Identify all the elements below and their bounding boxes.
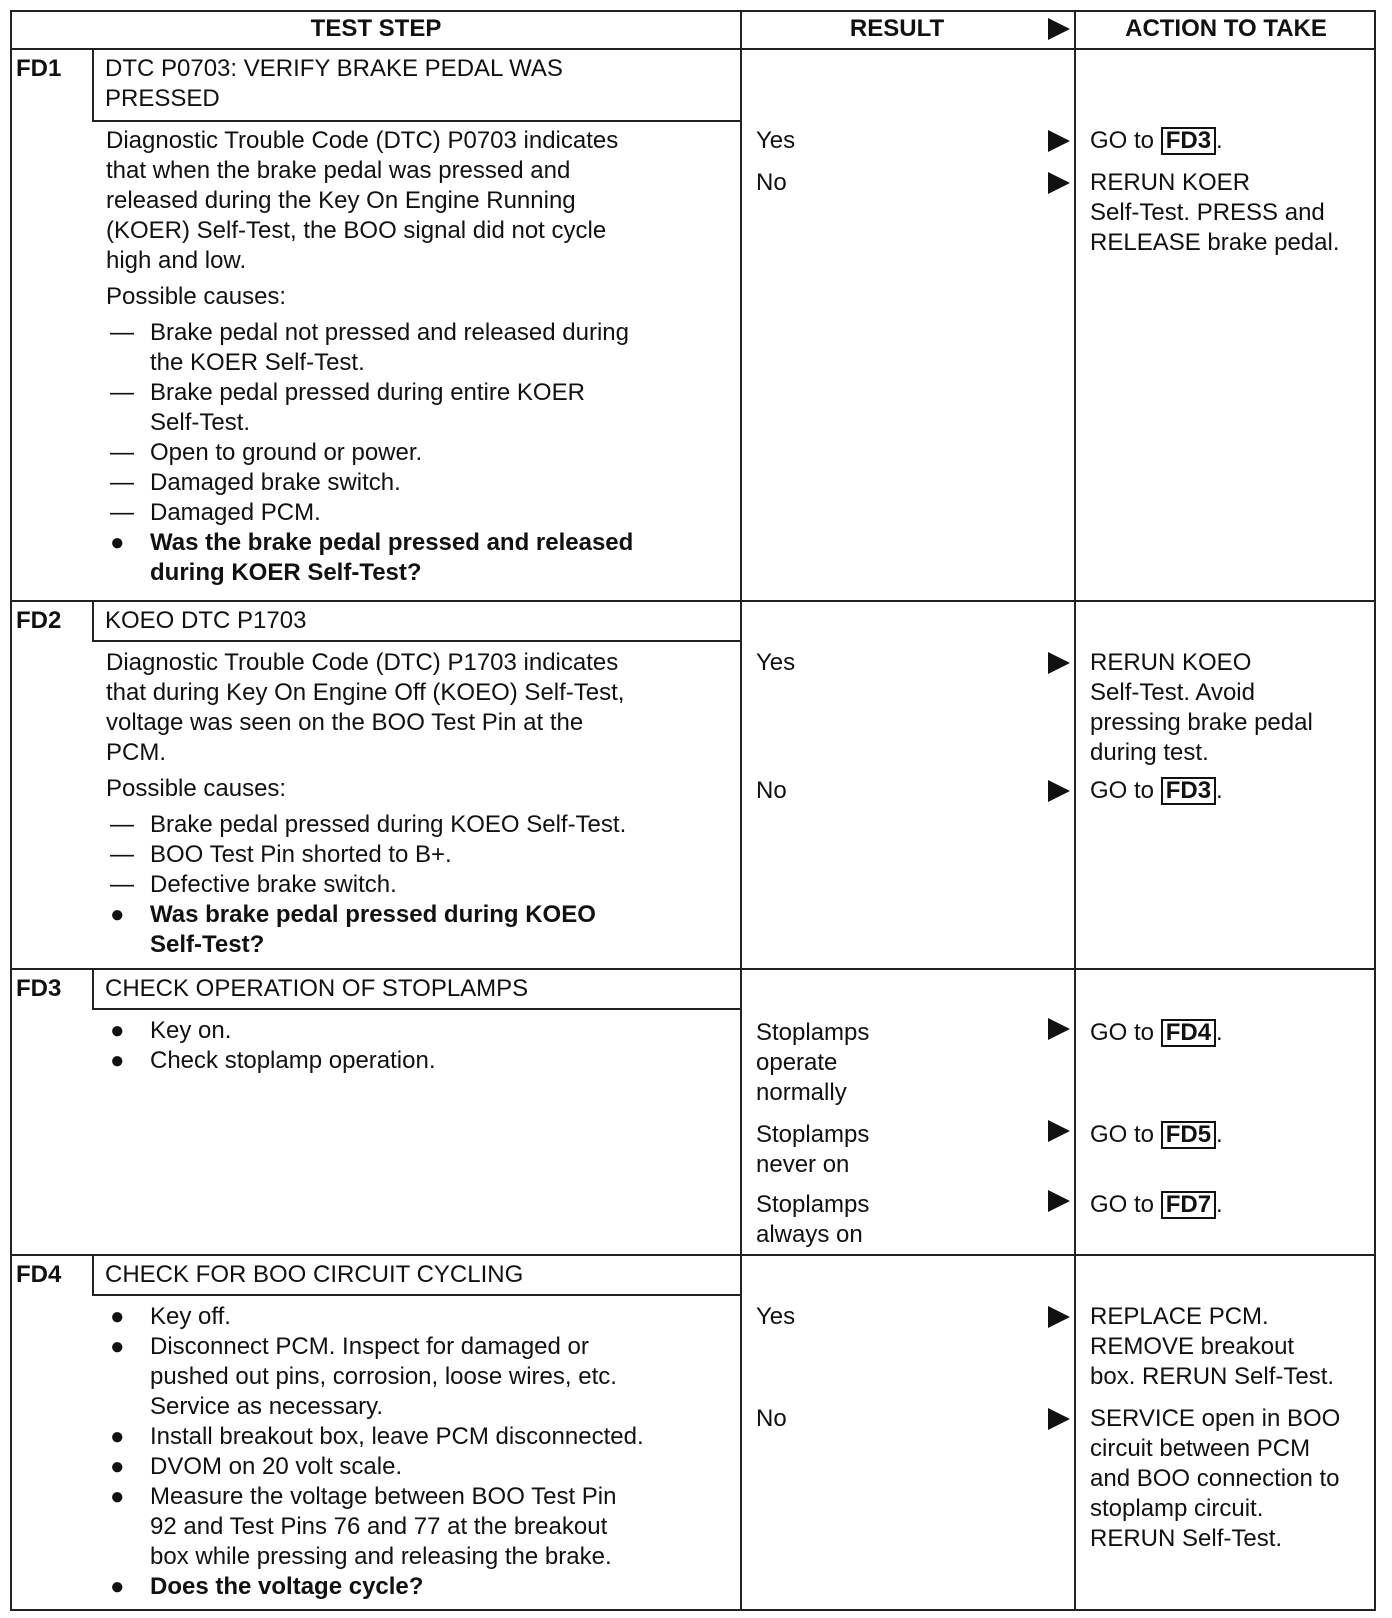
arrow-icon (1048, 1018, 1070, 1040)
header-divider (10, 48, 1376, 50)
header-arrow-icon (1048, 18, 1070, 40)
step-body (106, 1016, 716, 1076)
bullet-icon: ● (110, 1453, 125, 1480)
action-text: RERUN KOER Self-Test. PRESS and RELEASE brake pedal. (1090, 169, 1340, 256)
dash-icon: — (110, 379, 134, 406)
column-divider-test-step (740, 10, 742, 1611)
dash-icon: — (110, 439, 134, 466)
bullet-icon: ● (110, 1423, 125, 1450)
header-test-step: TEST STEP (310, 15, 442, 42)
dash-icon: — (110, 319, 134, 346)
step-reference: FD5 (1161, 1121, 1216, 1149)
arrow-icon (1048, 130, 1070, 152)
action-text: GO to FD3 . (1090, 777, 1223, 804)
action-text: GO to FD5 . (1090, 1121, 1223, 1148)
action-text: SERVICE open in BOO circuit between PCM and BOO connection to stoplamp circuit. RERUN Self-Test. (1090, 1405, 1341, 1552)
list-item: — Damaged PCM. (110, 499, 321, 526)
dash-icon: — (110, 871, 134, 898)
title-divider (92, 1294, 742, 1296)
causes-label: Possible causes: (106, 775, 287, 802)
action-text: GO to FD3 . (1090, 127, 1223, 154)
bullet-icon: ● (110, 1333, 125, 1360)
row-divider (10, 600, 1376, 602)
list-item: — Brake pedal not pressed and released during the KOER Self-Test. (110, 319, 629, 376)
bullet-icon: ● (110, 1573, 125, 1600)
dash-icon: — (110, 499, 134, 526)
question: ● Was brake pedal pressed during KOEO Self-Test? (110, 901, 596, 958)
step-reference: FD7 (1161, 1191, 1216, 1219)
result-no: No (756, 1405, 787, 1432)
step-title: CHECK FOR BOO CIRCUIT CYCLING (105, 1261, 524, 1288)
bullet-icon: ● (110, 1303, 125, 1330)
column-divider-result (1074, 10, 1076, 1611)
step-title: KOEO DTC P1703 (105, 607, 307, 634)
step-body: Diagnostic Trouble Code (DTC) P0703 indicates that when the brake pedal was pressed and released during the Key On Engine Running (KOER) Self-Test, the BOO signal did not cycle high and low. Possible causes: — Brake pedal not pressed and released during the KOER Self-Test. — Brake pedal pressed during entire KOER Self-Test. — Open to ground or power. — Damaged brake switch. — Damaged PCM. ● Was the brake pedal pressed and released during KOER Self-Test? (106, 126, 716, 588)
result-no: No (756, 777, 787, 804)
list-item: ● Measure the voltage between BOO Test Pin 92 and Test Pins 76 and 77 at the breakout box while pressing and releasing the brake. (110, 1483, 617, 1570)
list-item: ● Check stoplamp operation. (110, 1047, 436, 1074)
row-divider (10, 968, 1376, 970)
action-text: RERUN KOEO Self-Test. Avoid pressing brake pedal during test. (1090, 649, 1313, 766)
question: ● Was the brake pedal pressed and released during KOER Self-Test? (110, 529, 634, 586)
dash-icon: — (110, 841, 134, 868)
step-code: FD3 (16, 975, 62, 1002)
arrow-icon (1048, 1306, 1070, 1328)
result-yes: Yes (756, 1303, 796, 1330)
step-title: CHECK OPERATION OF STOPLAMPS (105, 975, 529, 1002)
list-item: ● Install breakout box, leave PCM disconnected. (110, 1423, 644, 1450)
action-text: GO to FD4 . (1090, 1019, 1223, 1046)
list-item: — Open to ground or power. (110, 439, 423, 466)
result-stoplamps-normal: Stoplamps operate normally (756, 1019, 870, 1106)
step-reference: FD4 (1161, 1019, 1216, 1047)
list-item: ● DVOM on 20 volt scale. (110, 1453, 403, 1480)
list-item: — Brake pedal pressed during entire KOER Self-Test. (110, 379, 585, 436)
arrow-icon (1048, 1408, 1070, 1430)
result-no: No (756, 169, 787, 196)
step-reference: FD3 (1161, 127, 1216, 155)
list-item: — Brake pedal pressed during KOEO Self-Test. (110, 811, 627, 838)
step-body: Diagnostic Trouble Code (DTC) P1703 indicates that during Key On Engine Off (KOEO) Self-Test, voltage was seen on the BOO Test Pin at the PCM. Possible causes: — Brake pedal pressed during KOEO Self-Test. — BOO Test Pin shorted to B+. — Defective brake switch. ● Was brake pedal pressed during KOEO Self-Test? (106, 648, 716, 960)
arrow-icon (1048, 652, 1070, 674)
list-item: ● Disconnect PCM. Inspect for damaged or pushed out pins, corrosion, loose wires, etc. Service as necessary. (110, 1333, 617, 1420)
causes-label: Possible causes: (106, 283, 287, 310)
bullet-icon: ● (110, 1047, 125, 1074)
step-reference: FD3 (1161, 777, 1216, 805)
list-item: — BOO Test Pin shorted to B+. (110, 841, 452, 868)
bullet-icon: ● (110, 1483, 125, 1510)
title-divider (92, 1008, 742, 1010)
result-yes: Yes (756, 649, 796, 676)
step-title: DTC P0703: VERIFY BRAKE PEDAL WAS PRESSED (105, 55, 563, 112)
arrow-icon (1048, 172, 1070, 194)
arrow-icon (1048, 1190, 1070, 1212)
list-item: — Defective brake switch. (110, 871, 397, 898)
result-stoplamps-always-on: Stoplamps always on (756, 1191, 870, 1248)
dash-icon: — (110, 811, 134, 838)
row-divider (10, 1254, 1376, 1256)
header-action: ACTION TO TAKE (1125, 15, 1327, 42)
step-code: FD4 (16, 1261, 62, 1288)
title-divider (92, 640, 742, 642)
result-stoplamps-never-on: Stoplamps never on (756, 1121, 870, 1178)
arrow-icon (1048, 1120, 1070, 1142)
action-text: REPLACE PCM. REMOVE breakout box. RERUN Self-Test. (1090, 1303, 1335, 1390)
step-body (106, 1302, 716, 1602)
bullet-icon: ● (110, 1017, 125, 1044)
dash-icon: — (110, 469, 134, 496)
result-yes: Yes (756, 127, 796, 154)
list-item: ● Key off. (110, 1303, 231, 1330)
header-result: RESULT (849, 15, 945, 42)
arrow-icon (1048, 780, 1070, 802)
action-text: GO to FD7 . (1090, 1191, 1223, 1218)
list-item: ● Key on. (110, 1017, 232, 1044)
step-code: FD1 (16, 55, 62, 82)
question: ● Does the voltage cycle? (110, 1573, 424, 1600)
bullet-icon: ● (110, 529, 125, 556)
bullet-icon: ● (110, 901, 125, 928)
title-divider (92, 120, 742, 122)
list-item: — Damaged brake switch. (110, 469, 401, 496)
step-code: FD2 (16, 607, 62, 634)
